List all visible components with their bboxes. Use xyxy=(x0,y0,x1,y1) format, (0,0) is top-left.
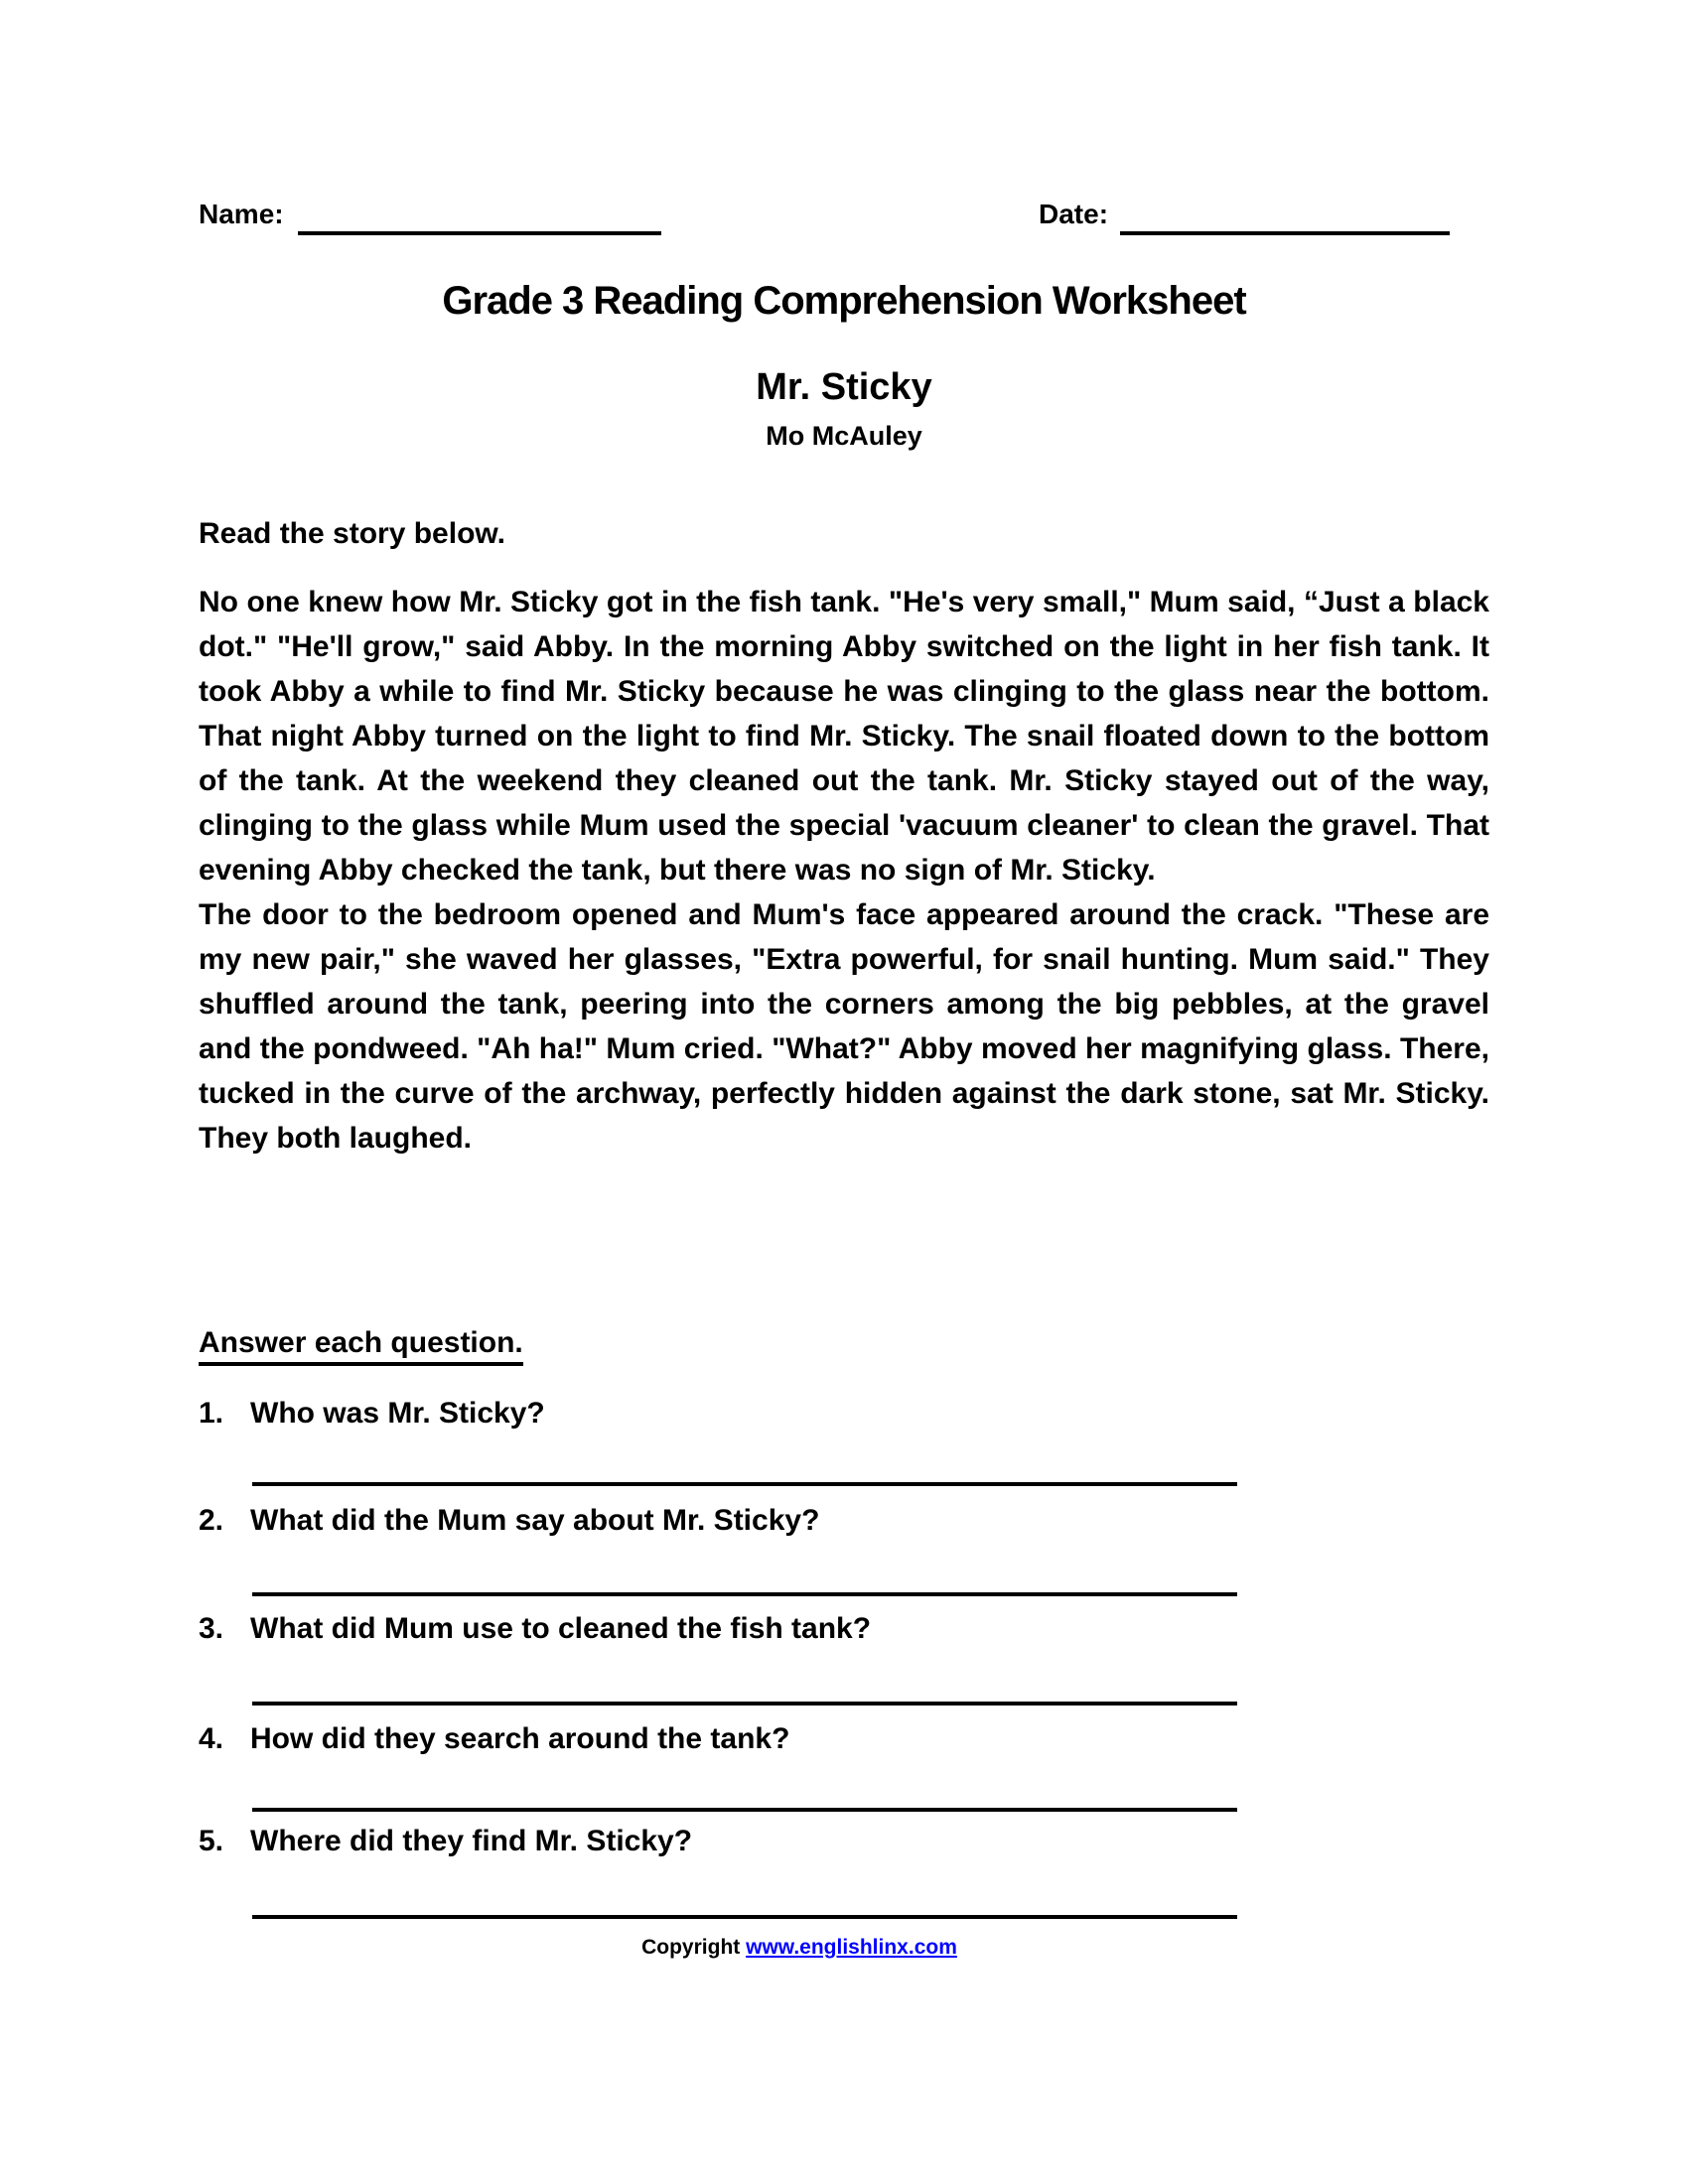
name-blank-line[interactable] xyxy=(298,231,661,235)
question-5-number: 5. xyxy=(199,1825,224,1857)
copyright-label: Copyright xyxy=(641,1936,741,1959)
question-1 xyxy=(199,1397,545,1431)
story-paragraph-2: The door to the bedroom opened and Mum's face appeared around the crack. "These are my new pair," she waved her glasses, "Extra powerful, for snail hunting. Mum said." They shuffled around the tank, peering into the corners among the big pebbles, at the gravel and the pondweed. "Ah ha!" Mum cried. "What?" Abby moved her magnifying glass. There, tucked in the curve of the archway, perfectly hidden against the dark stone, sat Mr. Sticky. They both laughed. xyxy=(199,898,1489,1155)
answer-line-5[interactable] xyxy=(252,1915,1237,1919)
answer-line-3[interactable] xyxy=(252,1702,1237,1706)
story-text xyxy=(199,580,1489,1160)
story-title: Mr. Sticky xyxy=(756,366,932,408)
question-2 xyxy=(199,1504,819,1538)
question-4-text: How did they search around the tank? xyxy=(250,1722,790,1755)
page-title: Grade 3 Reading Comprehension Worksheet xyxy=(442,279,1246,323)
question-2-number: 2. xyxy=(199,1504,224,1537)
question-1-number: 1. xyxy=(199,1397,224,1430)
story-author: Mo McAuley xyxy=(766,421,922,451)
story-paragraph-1: No one knew how Mr. Sticky got in the fish tank. "He's very small," Mum said, “Just a black dot." "He'll grow," said Abby. In the morning Abby switched on the light in her fish tank. It took Abby a while to find Mr. Sticky because he was clinging to the glass near the bottom. That night Abby turned on the light to find Mr. Sticky. The snail floated down to the bottom of the tank. At the weekend they cleaned out the tank. Mr. Sticky stayed out of the way, clinging to the glass while Mum used the special 'vacuum cleaner' to clean the gravel. That evening Abby checked the tank, but there was no sign of Mr. Sticky. xyxy=(199,586,1489,887)
englishlinx-link[interactable]: www.englishlinx.com xyxy=(746,1936,957,1959)
question-3 xyxy=(199,1612,871,1646)
read-story-instruction: Read the story below. xyxy=(199,517,505,550)
answer-line-4[interactable] xyxy=(252,1808,1237,1812)
question-5 xyxy=(199,1825,692,1858)
question-3-number: 3. xyxy=(199,1612,224,1645)
question-2-text: What did the Mum say about Mr. Sticky? xyxy=(250,1504,820,1537)
footer xyxy=(0,1936,1599,1960)
date-label: Date: xyxy=(1039,199,1109,229)
date-blank-line[interactable] xyxy=(1120,231,1450,235)
question-1-text: Who was Mr. Sticky? xyxy=(250,1397,545,1430)
name-label: Name: xyxy=(199,199,284,229)
answer-questions-instruction: Answer each question. xyxy=(199,1326,523,1360)
answer-line-1[interactable] xyxy=(252,1482,1237,1486)
question-4-number: 4. xyxy=(199,1722,224,1755)
question-3-text: What did Mum use to cleaned the fish tank? xyxy=(250,1612,872,1645)
question-5-text: Where did they find Mr. Sticky? xyxy=(250,1825,693,1857)
answer-line-2[interactable] xyxy=(252,1592,1237,1596)
question-4 xyxy=(199,1722,789,1756)
